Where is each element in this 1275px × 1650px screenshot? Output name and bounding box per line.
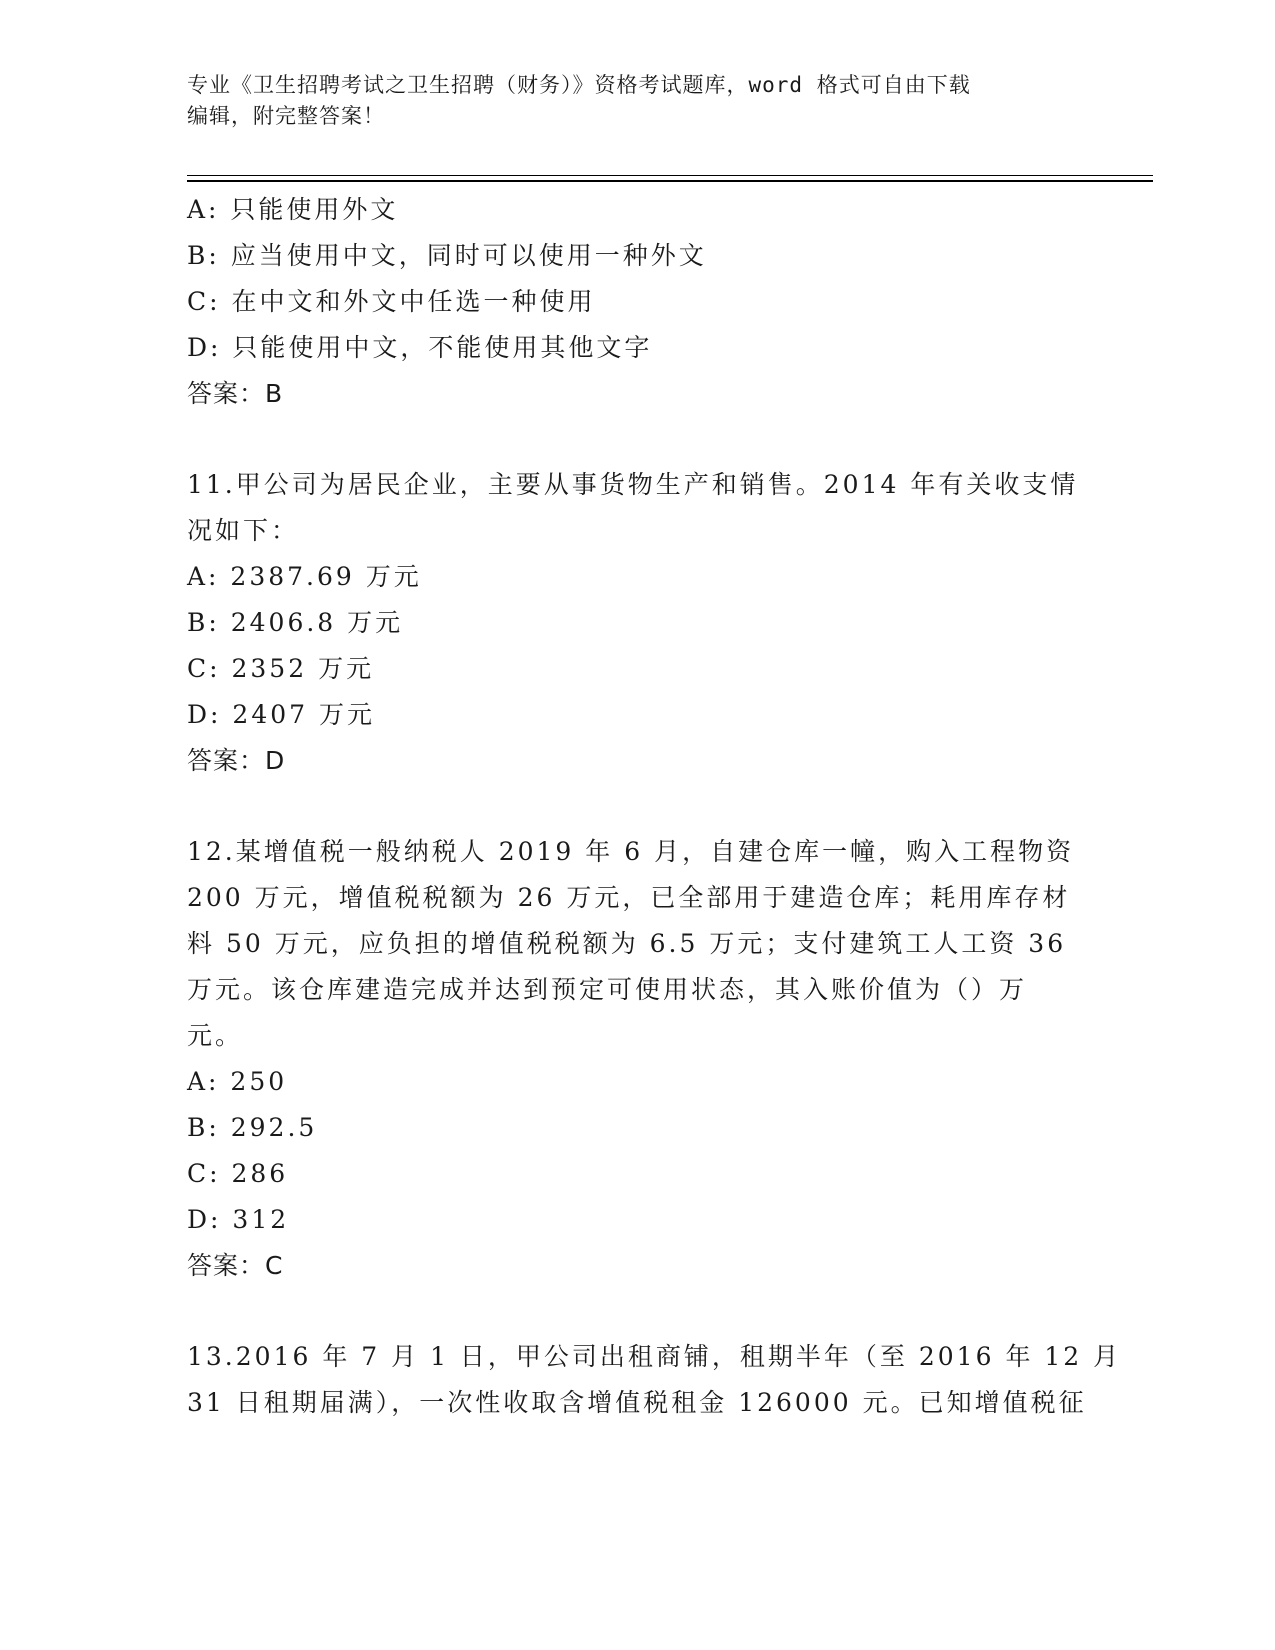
header-line-1: 专业《卫生招聘考试之卫生招聘（财务）》资格考试题库，word 格式可自由下载 (187, 73, 971, 97)
question-stem-line: 料 50 万元，应负担的增值税税额为 6.5 万元；支付建筑工人工资 36 (187, 929, 1067, 958)
question-stem-line: 万元。该仓库建造完成并达到预定可使用状态，其入账价值为（）万 (187, 975, 1028, 1004)
option-b: B: 2406.8 万元 (187, 608, 404, 637)
option-c: C: 2352 万元 (187, 654, 375, 683)
question-stem-line: 12.某增值税一般纳税人 2019 年 6 月，自建仓库一幢，购入工程物资 (187, 837, 1075, 866)
question-spacer (187, 417, 1087, 462)
answer-label: 答案：B (187, 379, 284, 408)
option-c: C: 286 (187, 1159, 289, 1188)
option-d: D: 312 (187, 1205, 290, 1234)
question-spacer (187, 1289, 1087, 1334)
question-10 (187, 187, 1087, 417)
answer-label: 答案：D (187, 746, 286, 775)
option-a: A: 250 (187, 1067, 288, 1096)
question-13 (187, 1334, 1122, 1426)
option-a: A: 只能使用外文 (187, 195, 399, 224)
option-d: D: 2407 万元 (187, 700, 375, 729)
question-stem-line: 况如下： (187, 516, 300, 545)
answer-label: 答案：C (187, 1251, 284, 1280)
question-stem-line: 200 万元，增值税税额为 26 万元，已全部用于建造仓库；耗用库存材 (187, 883, 1071, 912)
question-stem-line: 元。 (187, 1021, 244, 1050)
document-header (187, 70, 1087, 132)
question-stem-line: 31 日租期届满），一次性收取含增值税租金 126000 元。已知增值税征 (187, 1388, 1087, 1417)
option-c: C: 在中文和外文中任选一种使用 (187, 287, 596, 316)
option-b: B: 应当使用中文，同时可以使用一种外文 (187, 241, 707, 270)
question-stem-line: 11.甲公司为居民企业，主要从事货物生产和销售。2014 年有关收支情 (187, 470, 1079, 499)
option-b: B: 292.5 (187, 1113, 318, 1142)
header-line-2: 编辑，附完整答案！ (187, 104, 385, 128)
question-spacer (187, 784, 1087, 829)
question-12 (187, 829, 1087, 1289)
option-a: A: 2387.69 万元 (187, 562, 422, 591)
question-list (187, 187, 1122, 1426)
question-11 (187, 462, 1087, 784)
header-divider-thick (187, 180, 1153, 182)
header-divider-thin (187, 175, 1153, 176)
option-d: D: 只能使用中文，不能使用其他文字 (187, 333, 653, 362)
question-stem-line: 13.2016 年 7 月 1 日，甲公司出租商铺，租期半年（至 2016 年 12 月 (187, 1342, 1122, 1371)
